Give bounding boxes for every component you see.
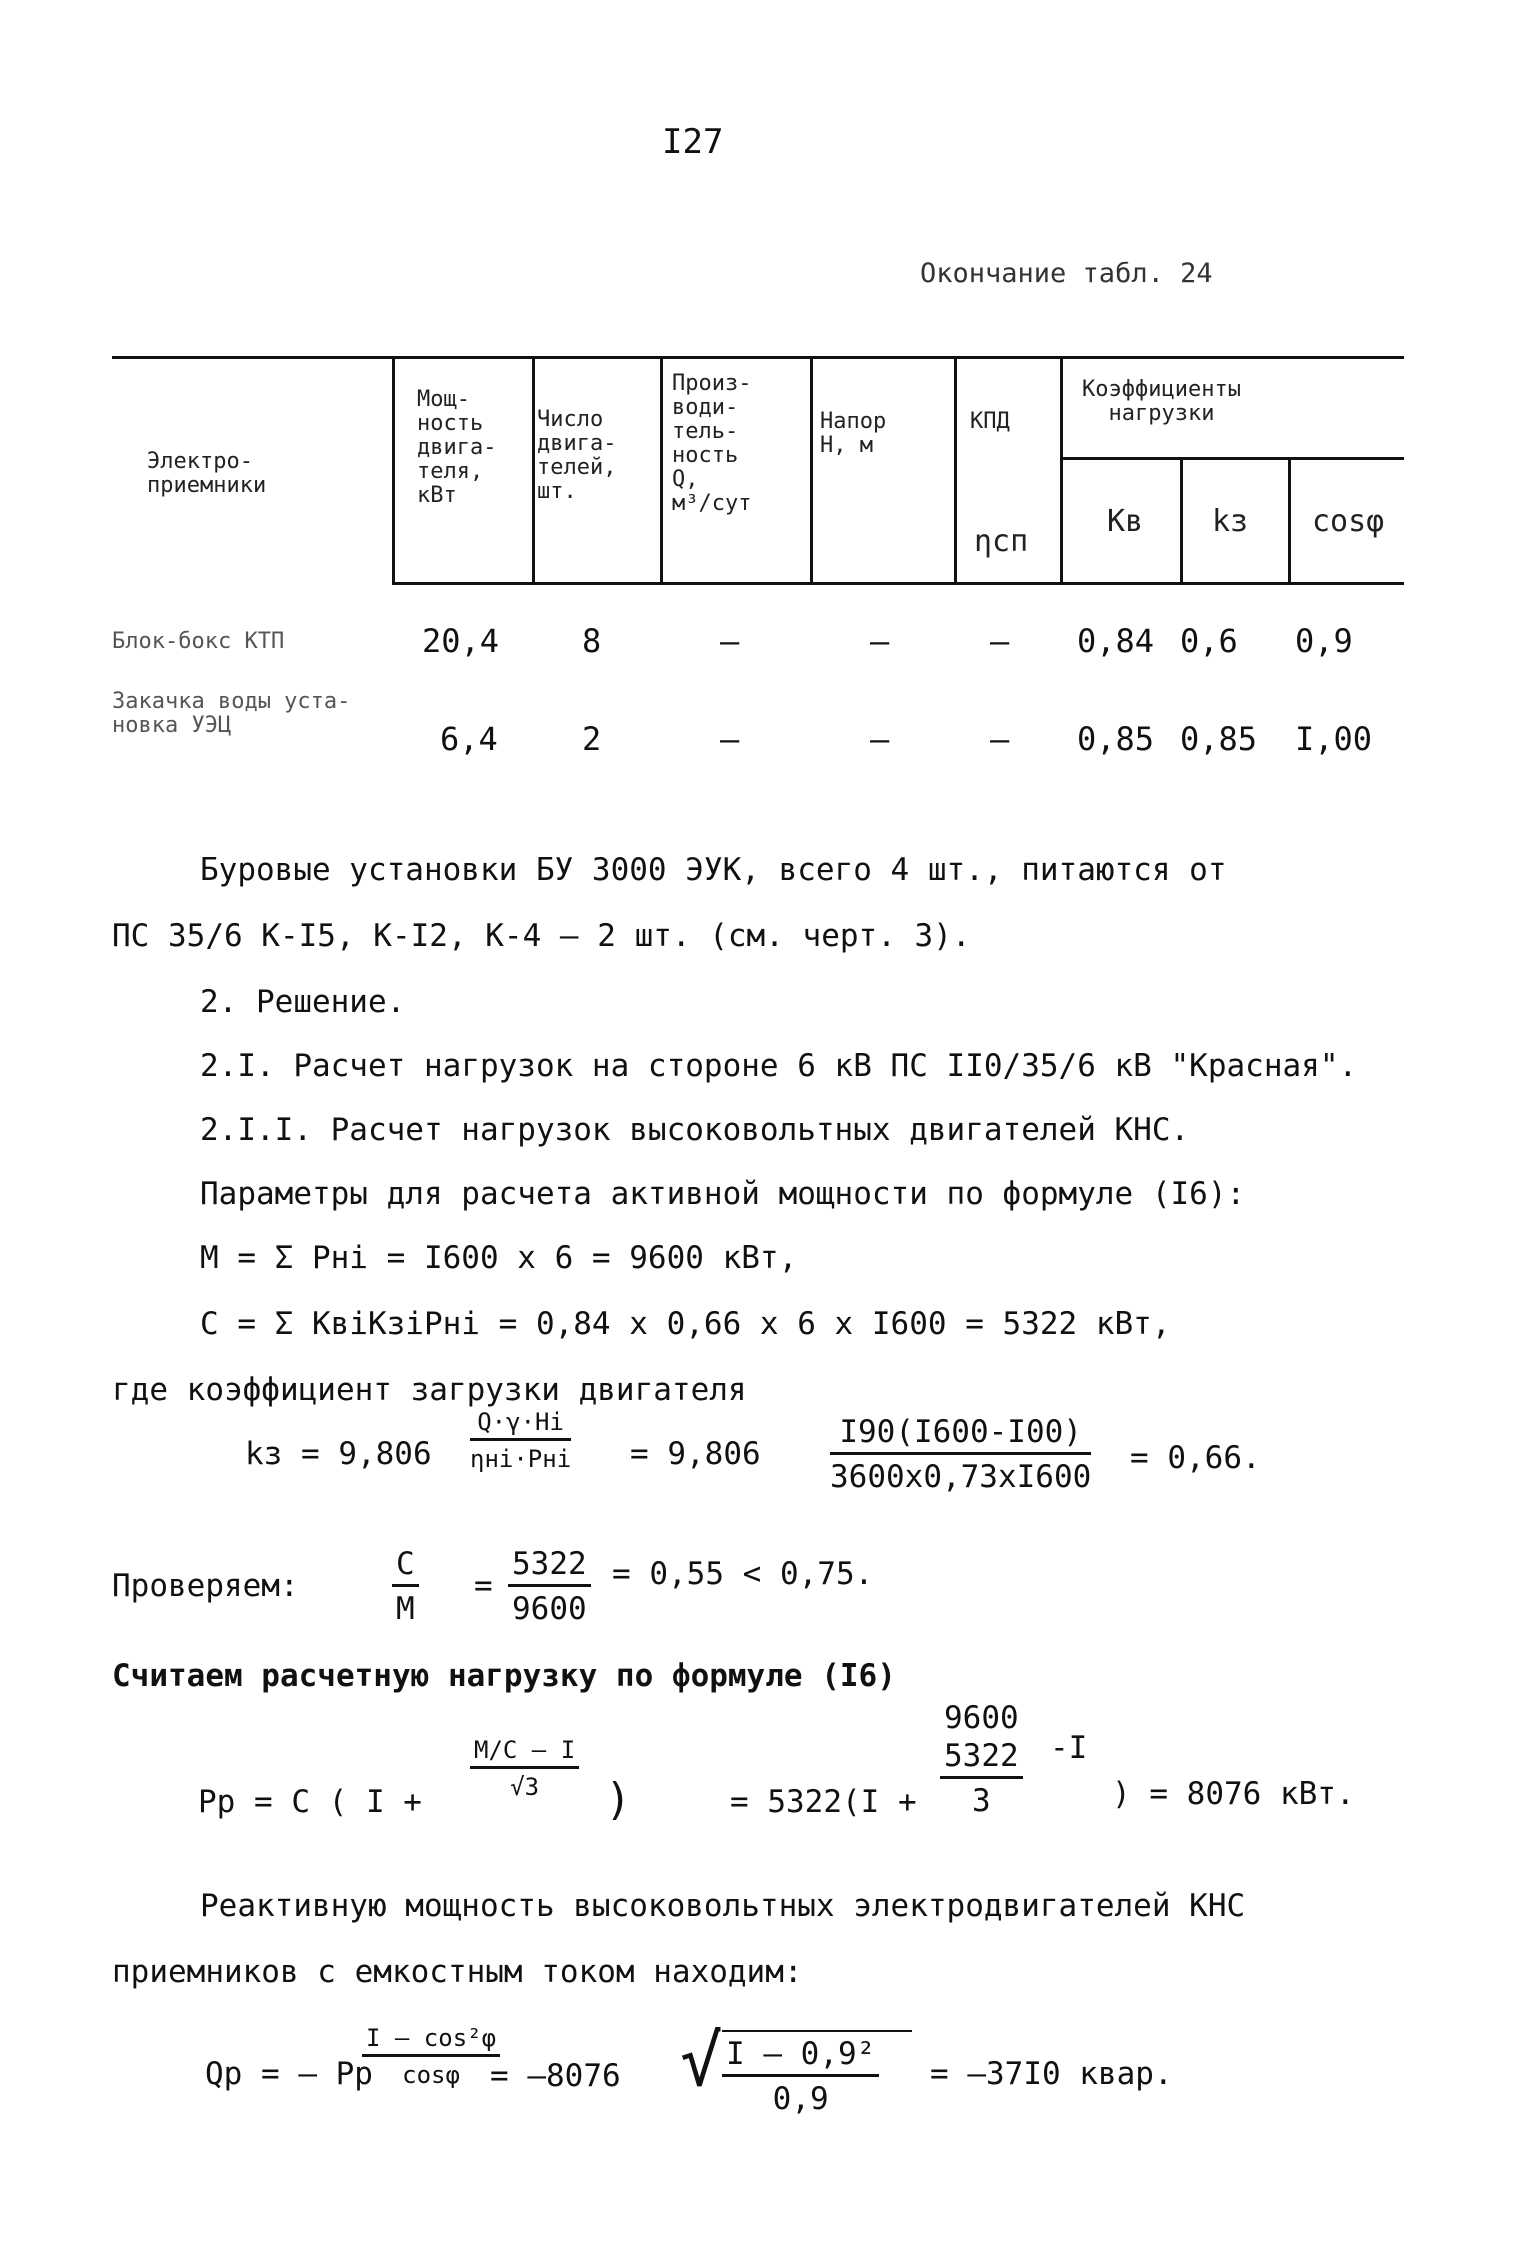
col-divider <box>954 356 957 585</box>
q-fraction-2-num: I – 0,9² <box>722 2036 879 2077</box>
header-count: Число двига- телей, шт. <box>537 407 617 504</box>
pp-close-paren: ) <box>605 1774 632 1825</box>
col-divider <box>1180 457 1183 585</box>
pp-fraction-den: 3 <box>971 1783 991 1819</box>
header-efficiency-symbol: ηсп <box>974 524 1029 559</box>
pp-result: ) = 8076 кВт. <box>1112 1776 1355 1812</box>
header-cos: cosφ <box>1312 504 1385 539</box>
table-top-border <box>112 356 1404 359</box>
col-divider <box>532 356 535 585</box>
check-equals: = <box>474 1568 493 1604</box>
section-heading: 2.I.I. Расчет нагрузок высоковольтных двигателей КНС. <box>200 1112 1190 1148</box>
check-result: = 0,55 < 0,75. <box>612 1556 874 1592</box>
header-kz: kз <box>1212 504 1249 539</box>
row-2-count: 2 <box>582 720 602 758</box>
kz-result: = 0,66. <box>1130 1440 1261 1476</box>
equation-c: C = Σ KвiKзiPнi = 0,84 x 0,66 x 6 x I600 = 5322 кВт, <box>200 1306 1171 1342</box>
pp-mid: = 5322(I + <box>730 1784 917 1820</box>
row-2-name: Закачка воды уста- новка УЭЦ <box>112 689 351 738</box>
pp-sqrt-num: M/C – I <box>470 1736 579 1769</box>
header-kv: Kв <box>1107 504 1144 539</box>
row-1-power: 20,4 <box>422 622 500 660</box>
row-2-power: 6,4 <box>440 720 498 758</box>
q-fraction-2 <box>722 2036 879 2117</box>
kz-fraction-num: Q·γ·Hi <box>470 1408 571 1441</box>
check-label: Проверяем: <box>112 1568 299 1604</box>
kz-fraction-2 <box>830 1414 1091 1495</box>
header-efficiency: КПД <box>970 409 1010 434</box>
col-divider <box>660 356 663 585</box>
col-divider <box>392 356 395 585</box>
paragraph-line: Буровые установки БУ 3000 ЭУК, всего 4 шт., питаются от <box>200 852 1227 888</box>
row-1-eta: – <box>990 622 1010 660</box>
check-fraction-m: M <box>396 1591 415 1627</box>
sqrt-bar <box>722 2030 912 2032</box>
table-caption: Окончание табл. 24 <box>920 258 1213 289</box>
header-load-coeffs: Коэффициенты нагрузки <box>1082 377 1241 426</box>
pp-fraction-num-bottom: 5322 <box>940 1738 1023 1779</box>
paragraph-line: приемников с емкостным током находим: <box>112 1954 803 1990</box>
row-1-count: 8 <box>582 622 602 660</box>
q-fraction-den: cosφ <box>402 2061 460 2089</box>
section-heading: 2. Решение. <box>200 984 406 1020</box>
q-fraction-num: I – cos²φ <box>362 2024 500 2057</box>
table-header-bottom-border <box>392 582 1404 585</box>
q-mid: = –8076 <box>490 2058 621 2094</box>
row-2-q: – <box>720 720 740 758</box>
pp-sqrt-den: √3 <box>510 1773 540 1801</box>
col-divider <box>810 356 813 585</box>
check-fraction-cm <box>392 1546 419 1627</box>
row-1-cos: 0,9 <box>1295 622 1353 660</box>
data-table <box>112 350 1404 660</box>
pp-minus-one: -I <box>1050 1730 1088 1766</box>
equation-m: М = Σ Pнi = I600 x 6 = 9600 кВт, <box>200 1240 798 1276</box>
kz-fraction-2-num: I90(I600-I00) <box>830 1414 1091 1455</box>
paragraph-line: Считаем расчетную нагрузку по формуле (I6) <box>112 1658 896 1694</box>
pp-fraction-num-top: 9600 <box>944 1700 1019 1736</box>
row-1-q: – <box>720 622 740 660</box>
col-divider <box>1060 356 1063 585</box>
check-fraction-den: 9600 <box>512 1591 587 1627</box>
check-fraction-num: 5322 <box>508 1546 591 1587</box>
kz-fraction-2-den: 3600x0,73xI600 <box>830 1459 1092 1495</box>
paragraph-line: Параметры для расчета активной мощности по формуле (I6): <box>200 1176 1246 1212</box>
row-2-kz: 0,85 <box>1180 720 1258 758</box>
row-1-name: Блок-бокс КТП <box>112 629 285 654</box>
paragraph-line: ПС 35/6 К-I5, К-I2, К-4 – 2 шт. (см. черт. 3). <box>112 918 971 954</box>
kz-lhs: kз = 9,806 <box>245 1436 432 1472</box>
row-2-eta: – <box>990 720 1010 758</box>
kz-fraction-den: ηнi·Pнi <box>470 1445 572 1473</box>
section-heading: 2.I. Расчет нагрузок на стороне 6 кВ ПС II0/35/6 кВ "Красная". <box>200 1048 1358 1084</box>
paragraph-line: где коэффициент загрузки двигателя <box>112 1372 747 1408</box>
row-2-h: – <box>870 720 890 758</box>
header-head: Напор Н, м <box>820 409 887 458</box>
row-2-kv: 0,85 <box>1077 720 1155 758</box>
row-1-h: – <box>870 622 890 660</box>
col-divider <box>1288 457 1291 585</box>
row-1-kz: 0,6 <box>1180 622 1238 660</box>
header-power: Мощ- ность двига- теля, кВт <box>417 387 497 508</box>
check-fraction-c: C <box>392 1546 419 1587</box>
paragraph-line: Реактивную мощность высоковольтных электродвигателей КНС <box>200 1888 1246 1924</box>
q-fraction <box>362 2024 500 2089</box>
pp-lhs: Pр = C ( I + <box>198 1784 422 1820</box>
kz-fraction <box>470 1408 571 1473</box>
check-fraction-values <box>508 1546 591 1627</box>
pp-fraction <box>940 1700 1023 1819</box>
table-subheader-border <box>1062 457 1404 460</box>
page-number: I27 <box>662 122 724 162</box>
header-productivity: Произ- води- тель- ность Q, м³/сут <box>672 371 752 516</box>
sqrt-icon: √ <box>680 2020 723 2102</box>
q-lhs: Qр = – Pр <box>205 2056 373 2092</box>
header-consumers: Электро- приемники <box>147 449 267 498</box>
q-result: = –37I0 квар. <box>930 2056 1173 2092</box>
q-fraction-2-den: 0,9 <box>772 2081 829 2117</box>
pp-sqrt-fraction <box>470 1736 579 1801</box>
row-2-cos: I,00 <box>1295 720 1373 758</box>
row-1-kv: 0,84 <box>1077 622 1155 660</box>
kz-mid: = 9,806 <box>630 1436 761 1472</box>
